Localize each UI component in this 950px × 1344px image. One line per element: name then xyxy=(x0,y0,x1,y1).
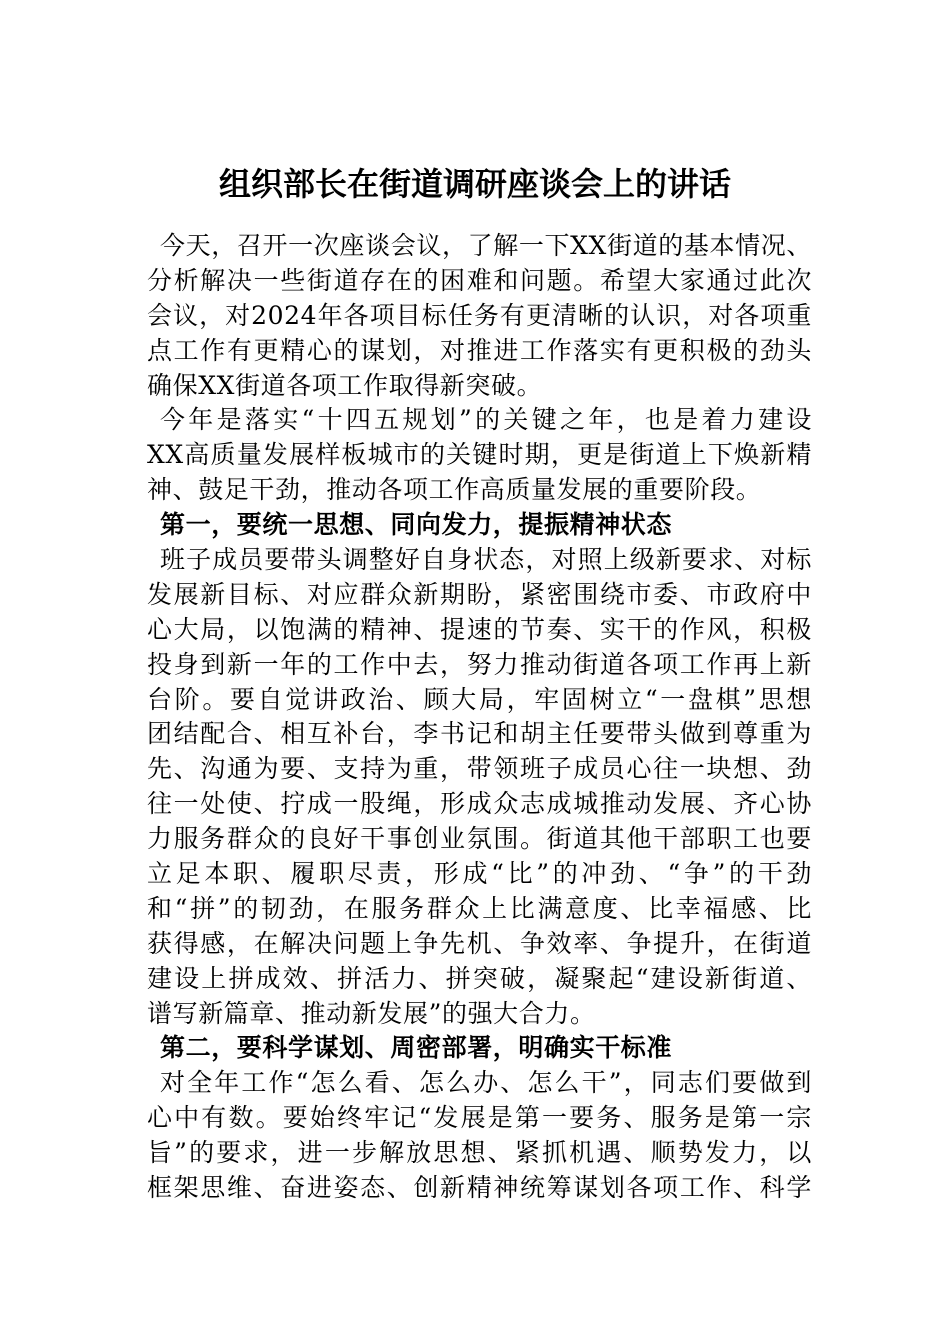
paragraph-line: 心中有数。要始终牢记“发展是第一要务、服务是第一宗 xyxy=(147,1103,812,1133)
document-title: 组织部长在街道调研座谈会上的讲话 xyxy=(218,165,731,203)
paragraph-line: 确保XX街道各项工作取得新突破。 xyxy=(147,370,543,400)
paragraph-line: 往一处使、拧成一股绳，形成众志成城推动发展、齐心协 xyxy=(147,789,812,819)
paragraph-line: XX高质量发展样板城市的关键时期，更是街道上下焕新精 xyxy=(147,440,812,470)
paragraph-line: 立足本职、履职尽责，形成“比”的冲劲、“争”的干劲 xyxy=(147,859,812,889)
paragraph-line: 力服务群众的良好干事创业氛围。街道其他干部职工也要 xyxy=(147,824,812,854)
paragraph-line: 今天，召开一次座谈会议，了解一下XX街道的基本情况、 xyxy=(160,231,812,260)
paragraph-line: 班子成员要带头调整好自身状态，对照上级新要求、对标 xyxy=(160,545,812,575)
paragraph-line: 神、鼓足干劲，推动各项工作高质量发展的重要阶段。 xyxy=(147,475,762,505)
section-heading: 第二，要科学谋划、周密部署，明确实干标准 xyxy=(160,1033,673,1063)
paragraph-line: 投身到新一年的工作中去，努力推动街道各项工作再上新 xyxy=(147,649,812,679)
paragraph-line: 会议，对2024年各项目标任务有更清晰的认识，对各项重 xyxy=(147,300,812,330)
paragraph-line: 今年是落实“十四五规划”的关键之年，也是着力建设 xyxy=(160,405,812,435)
document-body xyxy=(147,229,812,1206)
paragraph-line: 先、沟通为要、支持为重，带领班子成员心往一块想、劲 xyxy=(147,754,812,784)
paragraph-line: 获得感，在解决问题上争先机、争效率、争提升，在街道 xyxy=(147,928,812,958)
paragraph-line: 点工作有更精心的谋划，对推进工作落实有更积极的劲头 xyxy=(147,335,812,365)
paragraph-line: 对全年工作“怎么看、怎么办、怎么干”，同志们要做到 xyxy=(160,1068,812,1098)
paragraph-line: 发展新目标、对应群众新期盼，紧密围绕市委、市政府中 xyxy=(147,579,812,609)
paragraph-line: 和“拼”的韧劲，在服务群众上比满意度、比幸福感、比 xyxy=(147,893,812,923)
paragraph-line: 台阶。要自觉讲政治、顾大局，牢固树立“一盘棋”思想 xyxy=(147,684,812,714)
paragraph-line: 谱写新篇章、推动新发展”的强大合力。 xyxy=(147,998,596,1028)
paragraph-line: 旨”的要求，进一步解放思想、紧抓机遇、顺势发力，以 xyxy=(147,1138,812,1168)
paragraph-line: 心大局，以饱满的精神、提速的节奏、实干的作风，积极 xyxy=(147,614,812,644)
paragraph-line: 框架思维、奋进姿态、创新精神统筹谋划各项工作、科学 xyxy=(147,1173,812,1203)
section-heading: 第一，要统一思想、同向发力，提振精神状态 xyxy=(160,510,673,540)
paragraph-line: 团结配合、相互补台，李书记和胡主任要带头做到尊重为 xyxy=(147,719,812,749)
paragraph-line: 分析解决一些街道存在的困难和问题。希望大家通过此次 xyxy=(147,265,812,295)
paragraph-line: 建设上拼成效、拼活力、拼突破，凝聚起“建设新街道、 xyxy=(147,963,812,993)
